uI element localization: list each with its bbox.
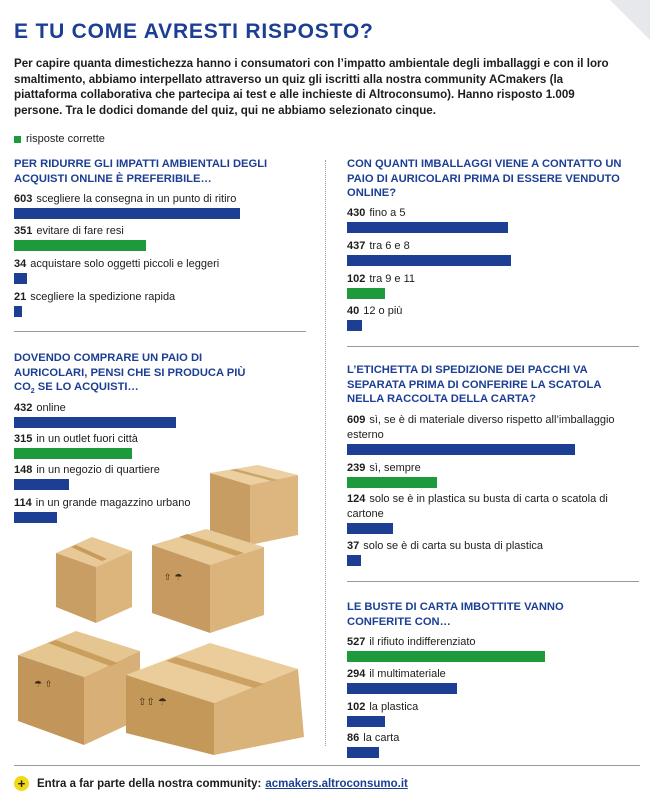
chart5-bar-2 [347, 683, 457, 694]
chart3-answer-count-4: 40 [347, 305, 360, 317]
footer-text: Entra a far parte della nostra community: [37, 777, 262, 790]
chart5-answer-count-4: 86 [347, 732, 360, 744]
chart3-answer-text-4: 12 o più [363, 305, 403, 317]
chart1-bar-2 [14, 240, 146, 251]
chart1-answer-label-1 [14, 192, 314, 207]
chart5-answer-text-2: il multimateriale [369, 668, 446, 680]
chart2-answer-text-1: online [36, 402, 66, 414]
chart1-answer-count-2: 351 [14, 225, 33, 237]
chart5-bar-1 [347, 651, 545, 662]
chart3-answer-count-1: 430 [347, 207, 366, 219]
chart1-answer-label-4 [14, 290, 314, 305]
chart1-answer-count-4: 21 [14, 291, 27, 303]
chart5-answer-count-1: 527 [347, 636, 366, 648]
column-divider [325, 160, 326, 746]
chart5-answer-text-1: il rifiuto indifferenziato [369, 636, 476, 648]
chart5-answer-count-3: 102 [347, 701, 366, 713]
chart2-answer-text-2: in un outlet fuori città [36, 433, 138, 445]
plus-icon: + [14, 776, 29, 791]
chart1-bar-1 [14, 208, 240, 219]
chart4-answer-label-4 [347, 539, 637, 554]
chart1-bar-3 [14, 273, 27, 284]
legend [14, 133, 105, 145]
divider-left-1 [14, 331, 306, 332]
chart1-answer-text-2: evitare di fare resi [36, 225, 124, 237]
chart2-answer-count-3: 148 [14, 464, 33, 476]
chart3-bar-3 [347, 288, 385, 299]
chart2-answer-text-3: in un negozio di quartiere [36, 464, 160, 476]
chart4-answer-text-1: sì, se è di materiale diverso rispetto all’imballaggio esterno [347, 414, 615, 441]
chart4-bar-4 [347, 555, 361, 566]
divider-footer [14, 765, 640, 766]
chart3-answer-count-2: 437 [347, 240, 366, 252]
chart3-bar-4 [347, 320, 362, 331]
chart2-bar-1 [14, 417, 176, 428]
svg-text:☂ ⇧: ☂ ⇧ [34, 680, 53, 690]
chart4-bar-3 [347, 523, 393, 534]
chart4-answer-count-3: 124 [347, 493, 366, 505]
chart5-answer-label-2 [347, 667, 637, 682]
chart4-answer-label-3 [347, 492, 637, 522]
chart5-answer-label-3 [347, 700, 637, 715]
svg-text:⇧ ☂: ⇧ ☂ [164, 573, 183, 583]
chart1-answer-text-1: scegliere la consegna in un punto di ritiro [36, 193, 237, 205]
chart3-answer-text-1: fino a 5 [369, 207, 406, 219]
cardboard-boxes-illustration [14, 455, 314, 755]
chart2-answer-count-2: 315 [14, 433, 33, 445]
chart4-answer-count-2: 239 [347, 462, 366, 474]
footer-community [14, 776, 408, 791]
chart1-answer-label-2 [14, 224, 314, 239]
chart1-answer-count-1: 603 [14, 193, 33, 205]
chart2-answer-text-4: in un grande magazzino urbano [35, 497, 191, 509]
question-4-title: L’ETICHETTA DI SPEDIZIONE DEI PACCHI VA SEPARATA PRIMA DI CONFERIRE LA SCATOLA NELLA RACCOLTA DELLA CARTA? [347, 364, 601, 405]
chart4-bar-2 [347, 477, 437, 488]
chart5-answer-text-3: la plastica [369, 701, 419, 713]
chart5-answer-label-1 [347, 635, 637, 650]
chart1-answer-count-3: 34 [14, 258, 27, 270]
chart2-answer-count-1: 432 [14, 402, 33, 414]
question-2-title-text: DOVENDO COMPRARE UN PAIO DI AURICOLARI, PENSI CHE SI PRODUCA PIÙ CO [14, 352, 246, 393]
chart3-answer-count-3: 102 [347, 273, 366, 285]
question-5-title: LE BUSTE DI CARTA IMBOTTITE VANNO CONFERITE CON… [347, 601, 564, 628]
chart3-bar-2 [347, 255, 511, 266]
chart1-answer-text-4: scegliere la spedizione rapida [30, 291, 176, 303]
chart2-answer-label-1 [14, 401, 314, 416]
chart2-answer-count-4: 114 [14, 497, 32, 509]
box-left-large [18, 631, 140, 745]
chart3-bar-1 [347, 222, 508, 233]
chart4-bar-1 [347, 444, 575, 455]
chart5-answer-label-4 [347, 731, 637, 746]
chart1-answer-text-3: acquistare solo oggetti piccoli e leggeri [30, 258, 220, 270]
chart4-answer-label-2 [347, 461, 637, 476]
legend-swatch-correct [14, 136, 21, 143]
chart3-answer-label-2 [347, 239, 637, 254]
question-1-title: PER RIDURRE GLI IMPATTI AMBIENTALI DEGLI ACQUISTI ONLINE È PREFERIBILE… [14, 158, 268, 185]
chart4-answer-label-1 [347, 413, 637, 443]
community-link[interactable]: acmakers.altroconsumo.it [265, 777, 408, 790]
chart4-answer-count-1: 609 [347, 414, 366, 426]
chart3-answer-label-4 [347, 304, 637, 319]
question-2-title-tail: SE LO ACQUISTI… [34, 381, 139, 393]
chart4-answer-text-3: solo se è in plastica su busta di carta o scatola di cartone [347, 493, 608, 520]
chart1-answer-label-3 [14, 257, 314, 272]
box-back-left [56, 537, 132, 623]
divider-right-2 [347, 581, 639, 582]
box-middle [152, 529, 264, 633]
intro-paragraph: Per capire quanta dimestichezza hanno i consumatori con l’impatto ambientale degli imballaggi e con il loro smaltimento, abbiamo interpellato attraverso un quiz gli iscritti alla nostra community ACmakers (la piattaforma collaborativa che partecipa ai test e alle inchieste di Altroconsumo). Hanno risposto 1.009 persone. Tra le dodici domande del quiz, qui ne abbiamo selezionato cinque. [14, 57, 609, 117]
question-2-title [14, 351, 249, 397]
chart3-answer-label-1 [347, 206, 637, 221]
chart5-answer-count-2: 294 [347, 668, 366, 680]
question-2-title-subscript: 2 [30, 388, 35, 395]
chart3-answer-label-3 [347, 272, 637, 287]
chart4-answer-text-2: sì, sempre [369, 462, 421, 474]
chart5-bar-3 [347, 716, 385, 727]
legend-label: risposte corrette [26, 133, 105, 145]
chart5-answer-text-4: la carta [363, 732, 400, 744]
chart3-answer-text-2: tra 6 e 8 [369, 240, 410, 252]
box-top-right [210, 465, 298, 545]
svg-text:⇧⇧ ☂: ⇧⇧ ☂ [138, 697, 167, 708]
chart5-bar-4 [347, 747, 379, 758]
box-front-right [126, 643, 304, 755]
page-title: E TU COME AVRESTI RISPOSTO? [14, 20, 374, 43]
chart1-bar-4 [14, 306, 22, 317]
chart2-answer-label-2 [14, 432, 314, 447]
chart3-answer-text-3: tra 9 e 11 [369, 273, 416, 285]
question-3-title: CON QUANTI IMBALLAGGI VIENE A CONTATTO UN PAIO DI AURICOLARI PRIMA DI ESSERE VENDUTO ONLINE? [347, 158, 622, 199]
page-corner-fold [610, 0, 650, 40]
chart4-answer-count-4: 37 [347, 540, 360, 552]
chart4-answer-text-4: solo se è di carta su busta di plastica [363, 540, 544, 552]
divider-right-1 [347, 346, 639, 347]
